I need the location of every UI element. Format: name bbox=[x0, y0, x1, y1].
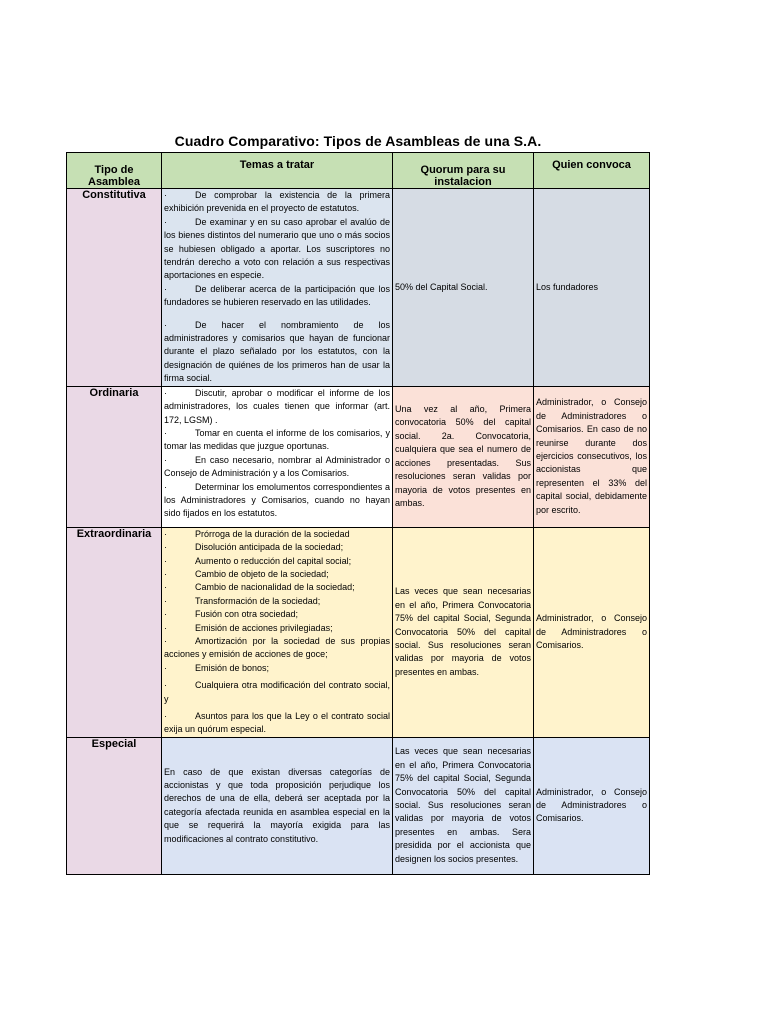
temas-cell: En caso de que existan diversas categorías de accionistas y que toda proposición perjudique los derechos de una de ella, deberá ser aceptada por la categoría afectada reunida en asamblea especial en la que se requerirá la mayoría exigida para las modificaciones al contrato constitutivo. bbox=[162, 737, 393, 874]
list-item: · De examinar y en su caso aprobar el avalúo de los bienes distintos del numerario que uno o más socios se hubiesen obligado a aportar. Los suscriptores no tendrán derecho a voto con relación a sus respectivas aportaciones en especie. bbox=[164, 216, 390, 281]
header-temas: Temas a tratar bbox=[162, 153, 393, 189]
convoca-cell: Los fundadores bbox=[534, 189, 650, 387]
list-item: · Determinar los emolumentos correspondientes a los Administradores y Comisarios, cuando no hayan sido fijados en los estatutos. bbox=[164, 481, 390, 519]
header-row bbox=[67, 153, 650, 189]
table-row-especial bbox=[67, 737, 650, 874]
list-item: · Disolución anticipada de la sociedad; bbox=[164, 542, 344, 553]
page-title: Cuadro Comparativo: Tipos de Asambleas de una S.A. bbox=[174, 133, 542, 149]
quorum-cell: Las veces que sean necesarias en el año, Primera Convocatoria 75% del capital Social, Segunda Convocatoria 50% del capital social. Sus resoluciones seran validas por mayoria de votos presentes en ambas. Sera presidida por el accionista que designen los socios presentes. bbox=[393, 737, 534, 874]
comparison-table bbox=[66, 152, 650, 875]
header-quorum: Quorum para su instalacion bbox=[393, 153, 534, 189]
list-item: · Cambio de objeto de la sociedad; bbox=[164, 568, 329, 579]
temas-cell bbox=[162, 527, 393, 737]
list-item: · Amortización por la sociedad de sus propias acciones y emisión de acciones de goce; bbox=[164, 635, 390, 660]
list-item: · De comprobar la existencia de la primera exhibición prevenida en el proyecto de estatutos. bbox=[164, 190, 390, 214]
list-item: · Fusión con otra sociedad; bbox=[164, 609, 299, 620]
list-item: · Asuntos para los que la Ley o el contrato social exija un quórum especial. bbox=[164, 710, 390, 735]
table-row-ordinaria bbox=[67, 386, 650, 527]
table-row-constitutiva bbox=[67, 189, 650, 387]
list-item: · Aumento o reducción del capital social; bbox=[164, 555, 352, 566]
list-item: · Transformación de la sociedad; bbox=[164, 595, 321, 606]
list-item: · Cualquiera otra modificación del contrato social, y bbox=[164, 680, 390, 704]
tipo-cell: Ordinaria bbox=[67, 386, 162, 527]
list-item: · De deliberar acerca de la participación que los fundadores se hubieren reservado en las utilidades. bbox=[164, 283, 390, 308]
convoca-cell: Administrador, o Consejo de Administradores o Comisarios. bbox=[534, 737, 650, 874]
header-convoca: Quien convoca bbox=[534, 153, 650, 189]
list-item: · Emisión de bonos; bbox=[164, 662, 270, 673]
list-item: · Cambio de nacionalidad de la sociedad; bbox=[164, 582, 355, 593]
temas-cell bbox=[162, 386, 393, 527]
convoca-cell: Administrador, o Consejo de Administradores o Comisarios. bbox=[534, 527, 650, 737]
convoca-cell: Administrador, o Consejo de Administradores o Comisarios. En caso de no reunirse durante dos ejercicios consecutivos, los accionistas que representen el 33% del capital social, debidamente por escrito. bbox=[534, 386, 650, 527]
tipo-cell: Extraordinaria bbox=[67, 527, 162, 737]
list-item: · En caso necesario, nombrar al Administrador o Consejo de Administración y a los Comisarios. bbox=[164, 454, 390, 479]
list-item: · Discutir, aprobar o modificar el informe de los administradores, los cuales tienen que informar (art. 172, LGSM) . bbox=[164, 387, 390, 425]
tipo-cell: Constitutiva bbox=[67, 189, 162, 387]
quorum-cell: Una vez al año, Primera convocatoria 50% del capital social. 2a. Convocatoria, cualquiera que sea el numero de acciones presentadas. Sus resoluciones seran validas por mayoria de votos presentes en ambas. bbox=[393, 386, 534, 527]
header-tipo: Tipo de Asamblea bbox=[67, 153, 162, 189]
list-item: · Prórroga de la duración de la sociedad bbox=[164, 528, 350, 539]
table-row-extraordinaria bbox=[67, 527, 650, 737]
tipo-cell: Especial bbox=[67, 737, 162, 874]
quorum-cell: Las veces que sean necesarias en el año, Primera Convocatoria 75% del capital Social, Segunda Convocatoria 50% del capital social. Sus resoluciones seran validas por mayoria de votos presentes en ambas. bbox=[393, 527, 534, 737]
temas-cell bbox=[162, 189, 393, 387]
quorum-cell: 50% del Capital Social. bbox=[393, 189, 534, 387]
list-item: · Tomar en cuenta el informe de los comisarios, y tomar las medidas que juzgue oportunas. bbox=[164, 427, 390, 452]
list-item: · De hacer el nombramiento de los administradores y comisarios que hayan de funcionar durante el plazo señalado por los estatutos, con la designación de quiénes de los primeros han de usar la firma social. bbox=[164, 319, 390, 384]
list-item: · Emisión de acciones privilegiadas; bbox=[164, 622, 333, 633]
